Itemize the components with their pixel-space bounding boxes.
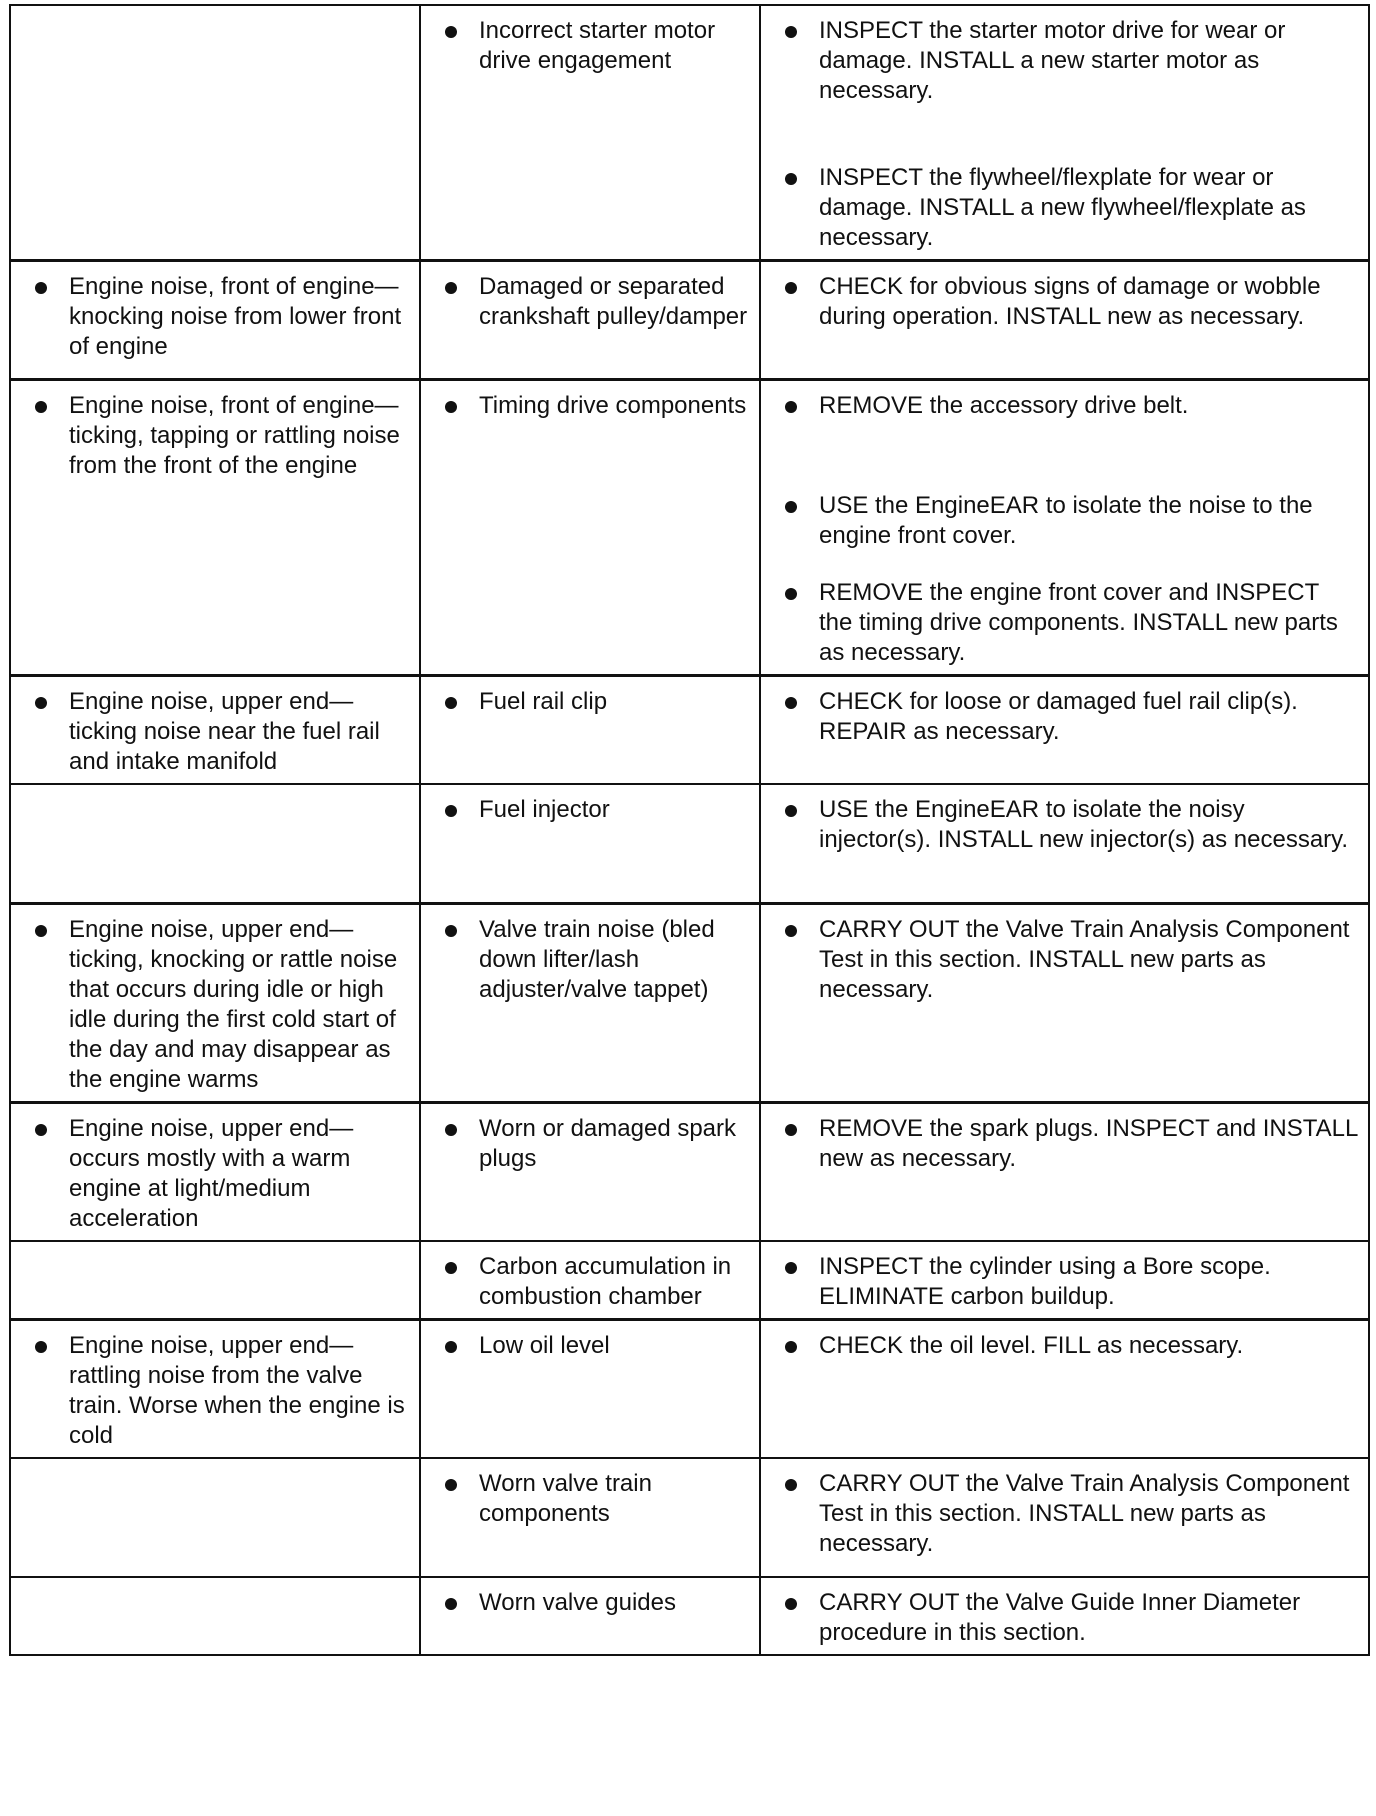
- bullet-item: [771, 578, 1358, 668]
- source-cell: [420, 903, 760, 1102]
- action-cell: [760, 784, 1369, 903]
- table-row: [10, 261, 1369, 380]
- bullet-item: [771, 915, 1358, 1005]
- source-text: Low oil level: [479, 1331, 610, 1359]
- table-row: [10, 380, 1369, 676]
- condition-cell: [10, 261, 420, 380]
- action-cell: [760, 1102, 1369, 1241]
- condition-text: Engine noise, front of engine— ticking, tapping or rattling noise from the front of the engine: [69, 392, 400, 479]
- bullet-icon: [785, 1479, 797, 1491]
- bullet-icon: [35, 925, 47, 937]
- bullet-item: [21, 1114, 409, 1234]
- bullet-icon: [785, 1341, 797, 1353]
- bullet-item: [771, 391, 1358, 421]
- source-cell: [420, 784, 760, 903]
- bullet-item: [771, 687, 1358, 747]
- bullet-icon: [445, 925, 457, 937]
- source-text: Timing drive components: [479, 392, 747, 419]
- source-text: Fuel injector: [479, 796, 610, 823]
- bullet-item: [771, 1588, 1358, 1648]
- action-text: CARRY OUT the Valve Guide Inner Diameter procedure in this section.: [819, 1588, 1301, 1646]
- source-text: Incorrect starter motor drive engagement: [479, 17, 716, 74]
- bullet-icon: [35, 401, 47, 413]
- bullet-icon: [445, 1598, 457, 1610]
- action-cell: [760, 380, 1369, 676]
- source-cell: [420, 1241, 760, 1320]
- action-cell: [760, 676, 1369, 785]
- bullet-icon: [785, 588, 797, 600]
- bullet-icon: [445, 805, 457, 817]
- action-cell: [760, 1458, 1369, 1577]
- action-cell: [760, 261, 1369, 380]
- bullet-item: [21, 391, 409, 481]
- bullet-item: [771, 491, 1358, 551]
- bullet-item: [431, 16, 749, 76]
- bullet-icon: [445, 26, 457, 38]
- action-cell: [760, 5, 1369, 261]
- bullet-item: [771, 16, 1358, 106]
- condition-cell: [10, 5, 420, 261]
- source-cell: [420, 380, 760, 676]
- condition-cell: [10, 1102, 420, 1241]
- condition-text: Engine noise, upper end— ticking noise near the fuel rail and intake manifold: [69, 688, 380, 775]
- bullet-icon: [785, 925, 797, 937]
- source-text: Carbon accumulation in combustion chamber: [479, 1252, 732, 1310]
- bullet-icon: [445, 1262, 457, 1274]
- action-text: CHECK the oil level. FILL as necessary.: [819, 1331, 1244, 1359]
- table-row: [10, 676, 1369, 785]
- condition-cell: [10, 676, 420, 785]
- bullet-item: [431, 272, 749, 332]
- action-text: USE the EngineEAR to isolate the noisy injector(s). INSTALL new injector(s) as necessary.: [819, 796, 1349, 853]
- bullet-item: [21, 272, 409, 362]
- bullet-item: [431, 1469, 749, 1529]
- table-row: [10, 903, 1369, 1102]
- action-text: USE the EngineEAR to isolate the noise to the engine front cover.: [819, 492, 1313, 549]
- bullet-icon: [785, 401, 797, 413]
- bullet-icon: [445, 1341, 457, 1353]
- bullet-icon: [445, 401, 457, 413]
- bullet-item: [431, 1331, 749, 1361]
- source-cell: [420, 1102, 760, 1241]
- bullet-item: [431, 1114, 749, 1174]
- bullet-icon: [785, 501, 797, 513]
- bullet-icon: [785, 1598, 797, 1610]
- source-cell: [420, 676, 760, 785]
- condition-cell: [10, 784, 420, 903]
- source-text: Damaged or separated crankshaft pulley/damper: [479, 273, 748, 330]
- bullet-item: [431, 391, 749, 421]
- source-cell: [420, 5, 760, 261]
- action-text: INSPECT the starter motor drive for wear or damage. INSTALL a new starter motor as necessary.: [819, 17, 1286, 104]
- bullet-item: [771, 795, 1358, 855]
- condition-cell: [10, 903, 420, 1102]
- diagnostic-table: [9, 4, 1370, 1656]
- bullet-icon: [35, 697, 47, 709]
- bullet-icon: [35, 1341, 47, 1353]
- condition-cell: [10, 1577, 420, 1655]
- condition-cell: [10, 1458, 420, 1577]
- condition-text: Engine noise, upper end— occurs mostly with a warm engine at light/medium acceleration: [69, 1114, 354, 1232]
- condition-cell: [10, 380, 420, 676]
- condition-text: Engine noise, upper end— ticking, knocking or rattle noise that occurs during idle or high idle during the first cold start of the day and may disappear as the engine warms: [69, 915, 398, 1093]
- source-text: Worn valve guides: [479, 1588, 676, 1616]
- bullet-icon: [785, 805, 797, 817]
- source-text: Worn valve train components: [479, 1469, 652, 1527]
- bullet-icon: [35, 282, 47, 294]
- condition-cell: [10, 1319, 420, 1458]
- bullet-item: [431, 1588, 749, 1618]
- bullet-icon: [785, 1124, 797, 1136]
- condition-cell: [10, 1241, 420, 1320]
- bullet-item: [771, 163, 1358, 253]
- action-cell: [760, 1577, 1369, 1655]
- bullet-item: [431, 915, 749, 1005]
- action-text: INSPECT the flywheel/flexplate for wear or damage. INSTALL a new flywheel/flexplate as necessary.: [819, 164, 1306, 251]
- table-row: [10, 784, 1369, 903]
- bullet-item: [771, 1331, 1358, 1361]
- bullet-item: [771, 1252, 1358, 1312]
- source-cell: [420, 1319, 760, 1458]
- action-cell: [760, 903, 1369, 1102]
- table-row: [10, 1102, 1369, 1241]
- action-text: INSPECT the cylinder using a Bore scope. ELIMINATE carbon buildup.: [819, 1252, 1271, 1310]
- bullet-item: [431, 1252, 749, 1312]
- action-cell: [760, 1241, 1369, 1320]
- condition-text: Engine noise, upper end— rattling noise from the valve train. Worse when the engine is cold: [69, 1331, 405, 1449]
- source-cell: [420, 1577, 760, 1655]
- bullet-icon: [785, 26, 797, 38]
- bullet-icon: [785, 282, 797, 294]
- condition-text: Engine noise, front of engine— knocking noise from lower front of engine: [69, 273, 402, 360]
- table-row: [10, 5, 1369, 261]
- bullet-icon: [785, 173, 797, 185]
- bullet-icon: [785, 697, 797, 709]
- bullet-item: [771, 1469, 1358, 1559]
- action-text: CHECK for loose or damaged fuel rail clip(s). REPAIR as necessary.: [819, 688, 1298, 745]
- source-text: Worn or damaged spark plugs: [479, 1114, 737, 1172]
- bullet-icon: [445, 697, 457, 709]
- bullet-item: [771, 1114, 1358, 1174]
- bullet-icon: [35, 1124, 47, 1136]
- table-row: [10, 1577, 1369, 1655]
- action-text: REMOVE the engine front cover and INSPECT the timing drive components. INSTALL new parts as necessary.: [819, 579, 1338, 666]
- bullet-icon: [445, 1479, 457, 1491]
- action-text: CHECK for obvious signs of damage or wobble during operation. INSTALL new as necessary.: [819, 273, 1321, 330]
- action-text: REMOVE the spark plugs. INSPECT and INSTALL new as necessary.: [819, 1114, 1358, 1172]
- source-cell: [420, 261, 760, 380]
- action-cell: [760, 1319, 1369, 1458]
- bullet-item: [21, 915, 409, 1095]
- source-text: Valve train noise (bled down lifter/lash adjuster/valve tappet): [479, 915, 715, 1003]
- bullet-icon: [445, 282, 457, 294]
- table-row: [10, 1458, 1369, 1577]
- action-text: REMOVE the accessory drive belt.: [819, 392, 1189, 419]
- source-text: Fuel rail clip: [479, 688, 608, 715]
- action-text: CARRY OUT the Valve Train Analysis Component Test in this section. INSTALL new parts as necessary.: [819, 915, 1350, 1003]
- source-cell: [420, 1458, 760, 1577]
- bullet-icon: [445, 1124, 457, 1136]
- bullet-item: [21, 687, 409, 777]
- bullet-item: [431, 687, 749, 717]
- bullet-item: [771, 272, 1358, 332]
- bullet-item: [21, 1331, 409, 1451]
- action-text: CARRY OUT the Valve Train Analysis Component Test in this section. INSTALL new parts as necessary.: [819, 1469, 1350, 1557]
- table-row: [10, 1319, 1369, 1458]
- table-row: [10, 1241, 1369, 1320]
- bullet-item: [431, 795, 749, 825]
- bullet-icon: [785, 1262, 797, 1274]
